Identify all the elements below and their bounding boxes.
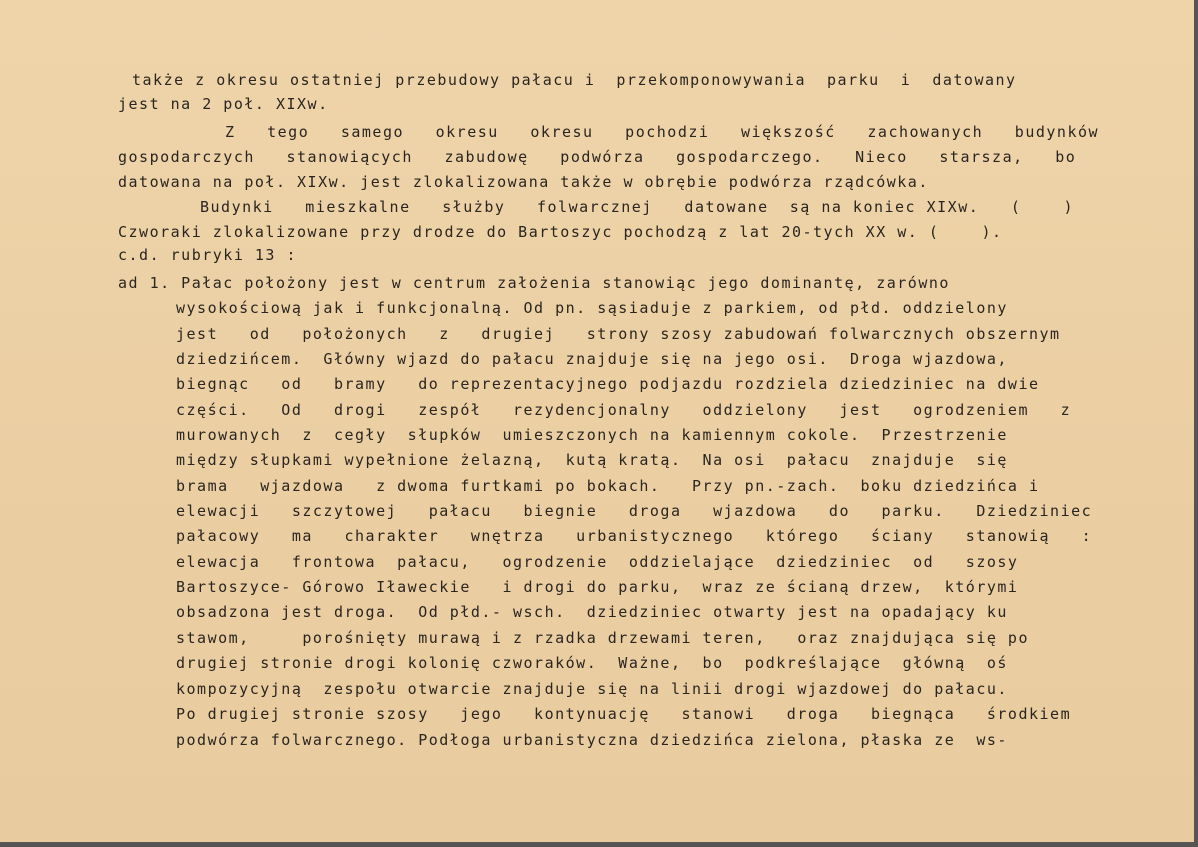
text-line-11: jest od położonych z drugiej strony szosy zabudowań folwarcznych obszernym [176,325,1061,343]
text-line-2: jest na 2 poł. XIXw. [118,95,329,113]
text-line-17: brama wjazdowa z dwoma furtkami po bokach. Przy pn.-zach. boku dziedzińca i [176,477,1040,495]
text-line-16: między słupkami wypełnione żelazną, kutą kratą. Na osi pałacu znajduje się [176,451,1008,469]
text-line-13: biegnąc od bramy do reprezentacyjnego podjazdu rozdziela dziedziniec na dwie [176,375,1040,393]
text-line-7: Czworaki zlokalizowane przy drodze do Bartoszyc pochodzą z lat 20-tych XX w. ( ). [118,223,1003,241]
text-line-9: ad 1. Pałac położony jest w centrum założenia stanowiąc jego dominantę, zarówno [118,274,950,292]
text-line-10: wysokościową jak i funkcjonalną. Od pn. sąsiaduje z parkiem, od płd. oddzielony [176,299,1008,317]
text-line-14: części. Od drogi zespół rezydencjonalny oddzielony jest ogrodzeniem z [176,401,1072,419]
text-line-21: Bartoszyce- Górowo Iławeckie i drogi do parku, wraz ze ścianą drzew, którymi [176,578,1019,596]
text-line-3: Z tego samego okresu okresu pochodzi większość zachowanych budynków [225,123,1100,141]
text-line-20: elewacja frontowa pałacu, ogrodzenie oddzielające dziedziniec od szosy [176,553,1019,571]
text-line-1: także z okresu ostatniej przebudowy pałacu i przekomponowywania parku i datowany [132,71,1017,89]
text-line-12: dziedzińcem. Główny wjazd do pałacu znajduje się na jego osi. Droga wjazdowa, [176,350,1008,368]
text-line-24: drugiej stronie drogi kolonię czworaków. Ważne, bo podkreślające główną oś [176,654,1008,672]
text-line-26: Po drugiej stronie szosy jego kontynuację stanowi droga biegnąca środkiem [176,705,1072,723]
text-line-15: murowanych z cegły słupków umieszczonych na kamiennym cokole. Przestrzenie [176,426,1008,444]
text-line-8: c.d. rubryki 13 : [118,246,298,264]
text-line-25: kompozycyjną zespołu otwarcie znajduje się na linii drogi wjazdowej do pałacu. [176,680,1008,698]
text-line-5: datowana na poł. XIXw. jest zlokalizowana także w obrębie podwórza rządcówka. [118,173,929,191]
text-line-22: obsadzona jest droga. Od płd.- wsch. dziedziniec otwarty jest na opadający ku [176,603,1008,621]
text-line-6: Budynki mieszkalne służby folwarcznej datowane są na koniec XIXw. ( ) [200,198,1075,216]
text-line-19: pałacowy ma charakter wnętrza urbanistycznego którego ściany stanowią : [176,527,1093,545]
text-line-18: elewacji szczytowej pałacu biegnie droga wjazdowa do parku. Dziedziniec [176,502,1093,520]
scan-edge-bottom [0,842,1198,847]
scan-edge-right [1194,0,1198,847]
text-line-23: stawom, porośnięty murawą i z rzadka drzewami teren, oraz znajdująca się po [176,629,1029,647]
text-line-4: gospodarczych stanowiących zabudowę podwórza gospodarczego. Nieco starsza, bo [118,148,1077,166]
text-line-27: podwórza folwarcznego. Podłoga urbanistyczna dziedzińca zielona, płaska ze ws- [176,731,1008,749]
